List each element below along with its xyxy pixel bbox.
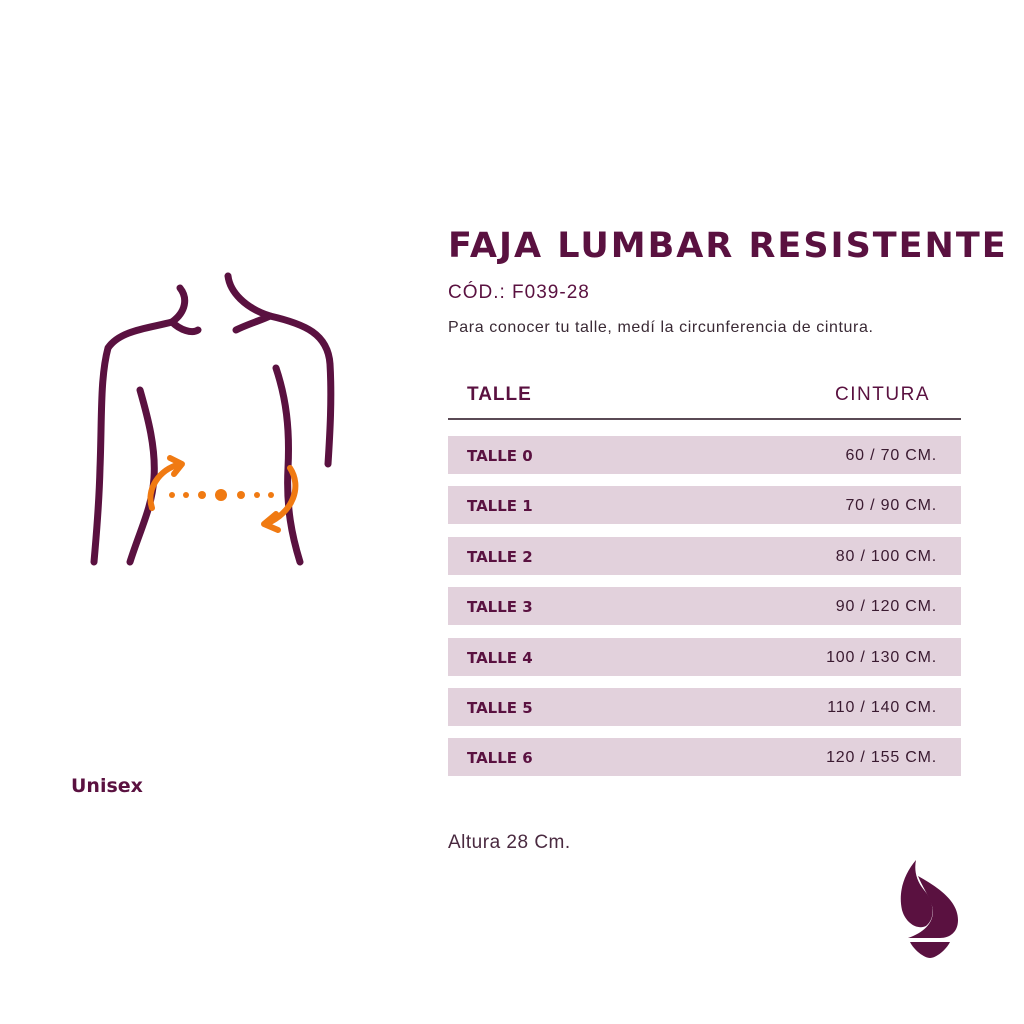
size-cell: TALLE 3 bbox=[467, 598, 533, 617]
height-note: Altura 28 Cm. bbox=[448, 832, 571, 853]
waist-cell: 100 / 130 CM. bbox=[826, 648, 937, 666]
flame-leaf-logo-icon bbox=[896, 858, 962, 960]
size-cell: TALLE 4 bbox=[467, 648, 533, 667]
size-cell: TALLE 0 bbox=[467, 447, 533, 465]
size-cell: TALLE 6 bbox=[467, 749, 533, 768]
table-row bbox=[448, 738, 961, 776]
table-row bbox=[448, 486, 961, 524]
size-cell: TALLE 1 bbox=[467, 497, 533, 516]
gender-label: Unisex bbox=[71, 775, 143, 797]
table-row bbox=[448, 436, 961, 474]
waist-cell: 60 / 70 CM. bbox=[845, 447, 937, 464]
size-table-rows bbox=[448, 436, 961, 789]
size-cell: TALLE 2 bbox=[467, 547, 533, 566]
size-table-header bbox=[448, 380, 961, 420]
waist-cell: 80 / 100 CM. bbox=[835, 547, 937, 565]
torso-waist-illustration-icon bbox=[80, 268, 350, 568]
table-row bbox=[448, 537, 961, 575]
table-row bbox=[448, 638, 961, 676]
waist-cell: 90 / 120 CM. bbox=[835, 598, 937, 616]
table-row bbox=[448, 688, 961, 726]
header-waist: CINTURA bbox=[835, 384, 930, 405]
table-row bbox=[448, 587, 961, 625]
size-instructions: Para conocer tu talle, medí la circunferencia de cintura. bbox=[448, 319, 874, 336]
waist-cell: 110 / 140 CM. bbox=[827, 698, 937, 716]
waist-cell: 120 / 155 CM. bbox=[826, 749, 937, 767]
product-title: FAJA LUMBAR RESISTENTE bbox=[448, 226, 1008, 266]
header-size: TALLE bbox=[467, 384, 532, 405]
size-table bbox=[448, 380, 961, 768]
waist-cell: 70 / 90 CM. bbox=[845, 497, 937, 515]
size-cell: TALLE 5 bbox=[467, 698, 533, 717]
product-code: CÓD.: F039-28 bbox=[448, 282, 590, 303]
